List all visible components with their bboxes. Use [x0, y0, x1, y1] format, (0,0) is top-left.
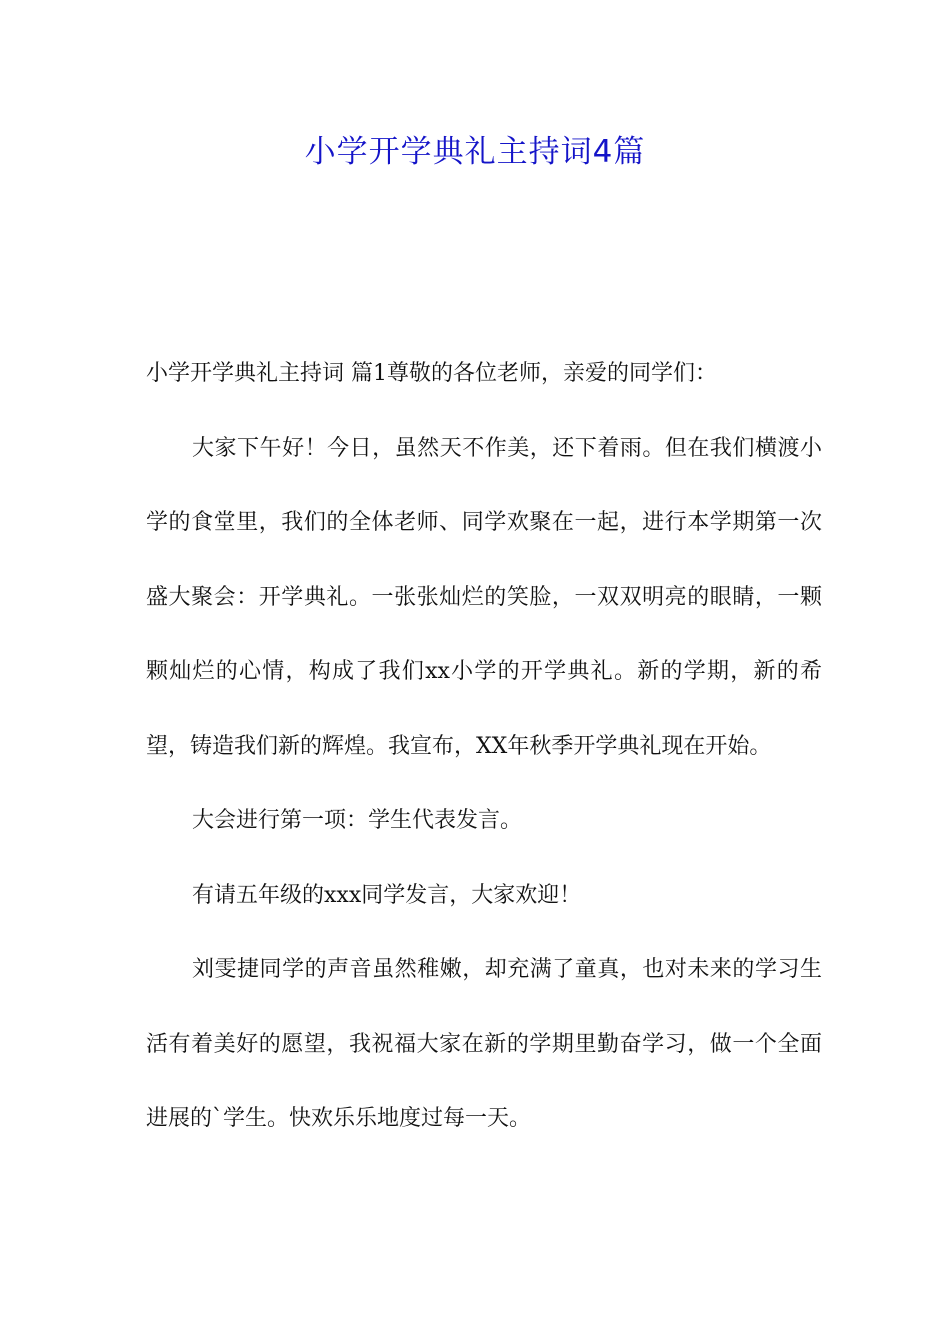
paragraph-greeting: 小学开学典礼主持词 篇1尊敬的各位老师，亲爱的同学们：: [146, 361, 717, 386]
paragraph-opening: 大家下午好！今日，虽然天不作美，还下着雨。但在我们横渡小学的食堂里，我们的全体老师、同学欢聚在一起，进行本学期第一次盛大聚会：开学典礼。一张张灿烂的笑脸，一双双明亮的眼睛，一颗颗灿烂的心情，构成了我们xx小学的开学典礼。新的学期，新的希望，铸造我们新的辉煌。我宣布，XX年秋季开学典礼现在开始。: [146, 435, 822, 759]
paragraph-item-one: 大会进行第一项：学生代表发言。: [192, 808, 523, 833]
paragraph-closing: 刘雯捷同学的声音虽然稚嫩，却充满了童真，也对未来的学习生活有着美好的愿望，我祝福大家在新的学期里勤奋学习，做一个全面进展的`学生。快欢乐乐地度过每一天。: [146, 957, 822, 1131]
paragraph-invitation: 有请五年级的xxx同学发言，大家欢迎！: [192, 882, 582, 908]
document-body: [146, 337, 822, 1157]
document-title: 小学开学典礼主持词4篇: [304, 134, 646, 170]
